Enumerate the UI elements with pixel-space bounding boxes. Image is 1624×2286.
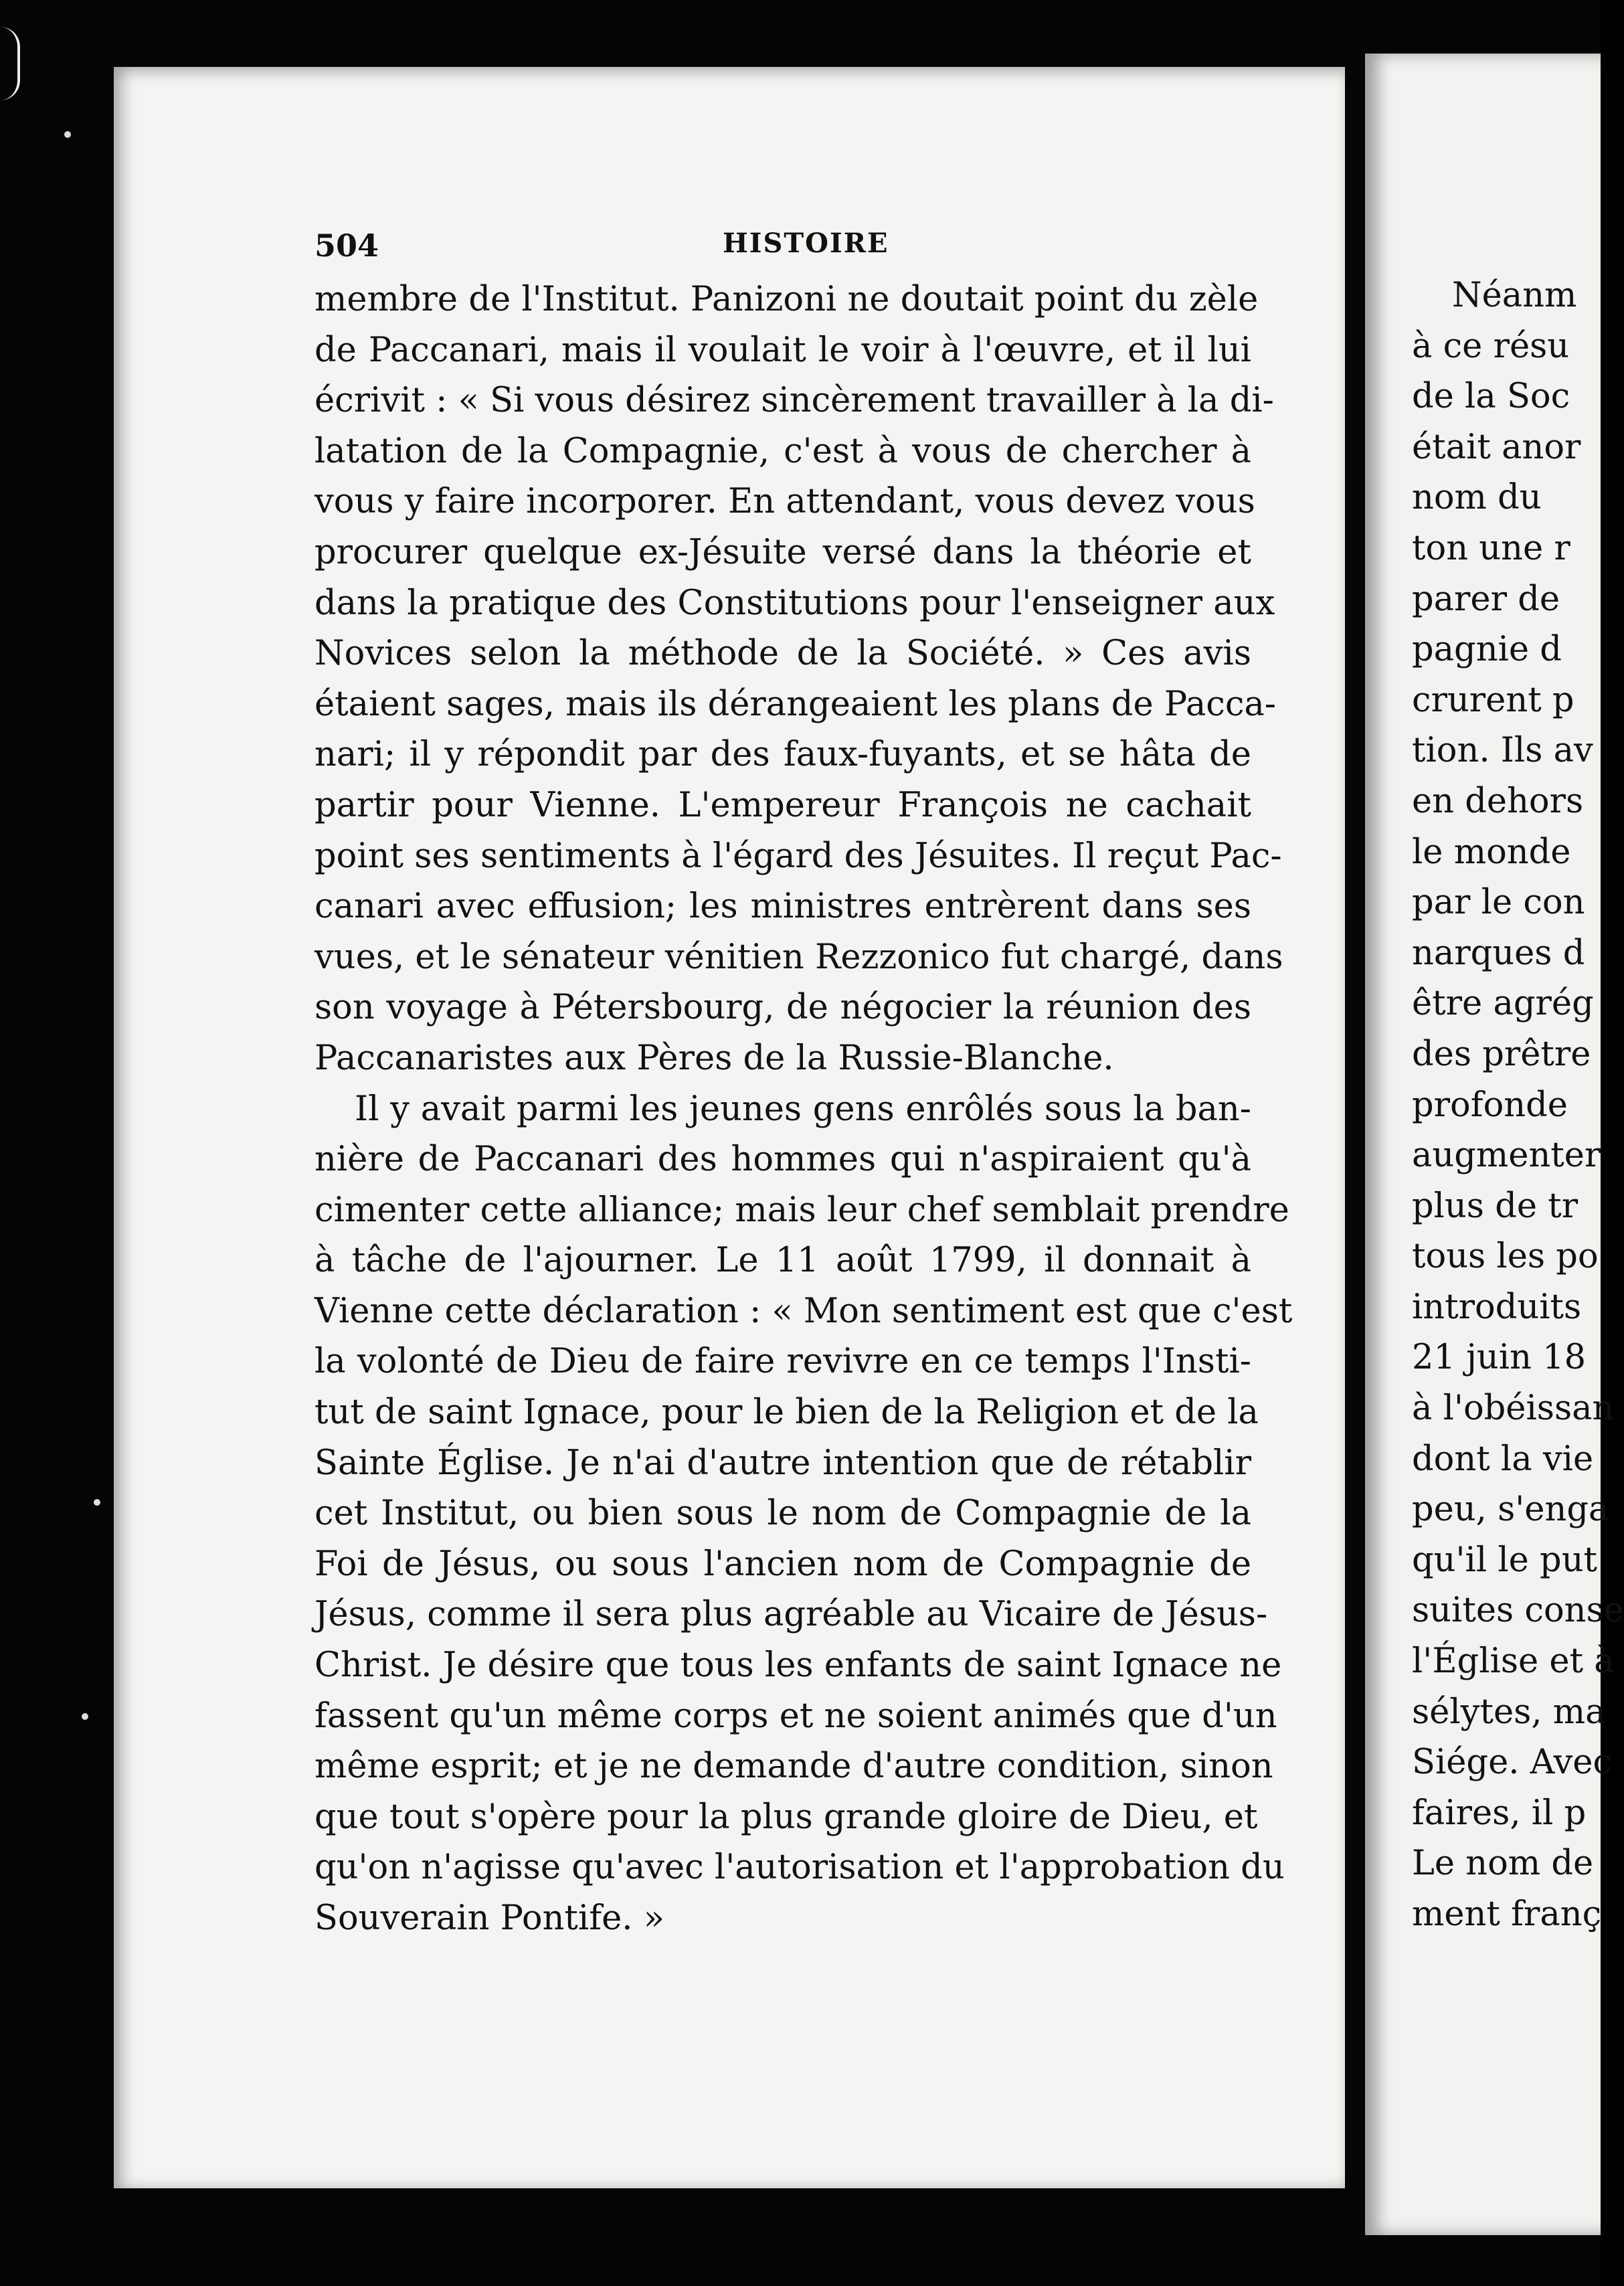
text-line: canari avec effusion; les ministres entrèrent dans ses xyxy=(314,887,1251,927)
text-line: à tâche de l'ajourner. Le 11 août 1799, il donnait à xyxy=(314,1241,1251,1281)
text-line: des prêtre xyxy=(1412,1034,1591,1074)
text-line: que tout s'opère pour la plus grande gloire de Dieu, et xyxy=(314,1797,1258,1837)
text-line: qu'on n'agisse qu'avec l'autorisation et l'approbation du xyxy=(314,1848,1285,1888)
text-line: Le nom de xyxy=(1412,1844,1594,1884)
text-line: à l'obéissan xyxy=(1412,1389,1615,1429)
text-line: vues, et le sénateur vénitien Rezzonico fut chargé, dans xyxy=(314,937,1283,977)
text-line: Vienne cette déclaration : « Mon sentiment est que c'est xyxy=(314,1291,1293,1331)
text-line: de la Soc xyxy=(1412,377,1570,417)
text-line: Jésus, comme il sera plus agréable au Vicaire de Jésus- xyxy=(314,1595,1268,1635)
text-line: qu'il le put xyxy=(1412,1540,1598,1580)
text-line: être agrég xyxy=(1412,984,1594,1024)
text-line: écrivit : « Si vous désirez sincèrement travailler à la di- xyxy=(314,381,1274,421)
page-number: 504 xyxy=(314,228,379,264)
text-line: 21 juin 18 xyxy=(1412,1338,1587,1378)
scan-speck xyxy=(64,131,71,138)
text-line: était anor xyxy=(1412,427,1581,467)
text-line: Christ. Je désire que tous les enfants de saint Ignace ne xyxy=(314,1646,1282,1686)
film-edge-mark xyxy=(0,27,20,100)
text-line: Souverain Pontife. » xyxy=(314,1899,664,1938)
text-line: nari; il y répondit par des faux-fuyants, et se hâta de xyxy=(314,735,1251,775)
text-line: de Paccanari, mais il voulait le voir à l'œuvre, et il lui xyxy=(314,330,1251,370)
text-line: Siége. Avec xyxy=(1412,1743,1613,1783)
text-line: tous les po xyxy=(1412,1237,1599,1277)
scan-speck xyxy=(82,1713,88,1720)
text-line: Novices selon la méthode de la Société. » Ces avis xyxy=(314,634,1251,674)
scan-speck xyxy=(94,1499,100,1506)
text-line: pagnie d xyxy=(1412,630,1562,670)
text-line: procurer quelque ex-Jésuite versé dans la théorie et xyxy=(314,532,1251,572)
text-line: cet Institut, ou bien sous le nom de Compagnie de la xyxy=(314,1494,1251,1534)
text-line: Sainte Église. Je n'ai d'autre intention que de rétablir xyxy=(314,1443,1251,1483)
text-line: augmenter xyxy=(1412,1136,1601,1176)
text-line: le monde xyxy=(1412,832,1571,872)
text-line: son voyage à Pétersbourg, de négocier la réunion des xyxy=(314,988,1251,1028)
text-line: profonde xyxy=(1412,1085,1568,1125)
text-line: l'Église et à xyxy=(1412,1642,1615,1682)
text-line: étaient sages, mais ils dérangeaient les plans de Pacca- xyxy=(314,684,1277,724)
text-line: par le con xyxy=(1412,883,1585,923)
text-line: point ses sentiments à l'égard des Jésuites. Il reçut Pac- xyxy=(314,836,1282,876)
page-header xyxy=(314,228,1251,274)
text-line: dans la pratique des Constitutions pour l'enseigner aux xyxy=(314,583,1275,623)
right-page-text xyxy=(1412,270,1624,1940)
text-line: tut de saint Ignace, pour le bien de la Religion et de la xyxy=(314,1393,1259,1433)
text-line: introduits xyxy=(1412,1287,1582,1327)
text-line: peu, s'enga xyxy=(1412,1490,1609,1530)
text-line: membre de l'Institut. Panizoni ne doutait point du zèle xyxy=(314,280,1259,319)
text-line: la volonté de Dieu de faire revivre en ce temps l'Insti- xyxy=(314,1342,1251,1382)
text-line: en dehors xyxy=(1412,781,1584,821)
text-line: sélytes, ma xyxy=(1412,1692,1606,1732)
running-head: HISTOIRE xyxy=(723,228,889,259)
text-line: fassent qu'un même corps et ne soient animés que d'un xyxy=(314,1696,1277,1736)
text-line: faires, il p xyxy=(1412,1793,1587,1833)
text-line: même esprit; et je ne demande d'autre condition, sinon xyxy=(314,1747,1273,1787)
text-line: cimenter cette alliance; mais leur chef semblait prendre xyxy=(314,1190,1289,1230)
text-line: ment franç xyxy=(1412,1895,1602,1934)
text-line: à ce résu xyxy=(1412,326,1570,366)
text-line: plus de tr xyxy=(1412,1186,1578,1226)
text-line: Néanm xyxy=(1452,276,1577,315)
text-line: suites conse xyxy=(1412,1591,1624,1631)
text-line: parer de xyxy=(1412,579,1560,619)
text-line: nière de Paccanari des hommes qui n'aspiraient qu'à xyxy=(314,1140,1251,1180)
left-page-text xyxy=(314,274,1293,1944)
text-line: crurent p xyxy=(1412,680,1574,720)
text-line: vous y faire incorporer. En attendant, vous devez vous xyxy=(314,482,1255,522)
text-line: partir pour Vienne. L'empereur François ne cachait xyxy=(314,785,1251,825)
text-line: tion. Ils av xyxy=(1412,731,1593,771)
text-line: Il y avait parmi les jeunes gens enrôlés sous la ban- xyxy=(355,1089,1251,1129)
text-line: dont la vie xyxy=(1412,1439,1594,1479)
text-line: narques d xyxy=(1412,933,1585,973)
text-line: Foi de Jésus, ou sous l'ancien nom de Compagnie de xyxy=(314,1544,1251,1584)
text-line: nom du xyxy=(1412,478,1542,518)
text-line: latation de la Compagnie, c'est à vous de chercher à xyxy=(314,431,1251,471)
text-line: ton une r xyxy=(1412,528,1570,568)
text-line: Paccanaristes aux Pères de la Russie-Blanche. xyxy=(314,1038,1114,1078)
